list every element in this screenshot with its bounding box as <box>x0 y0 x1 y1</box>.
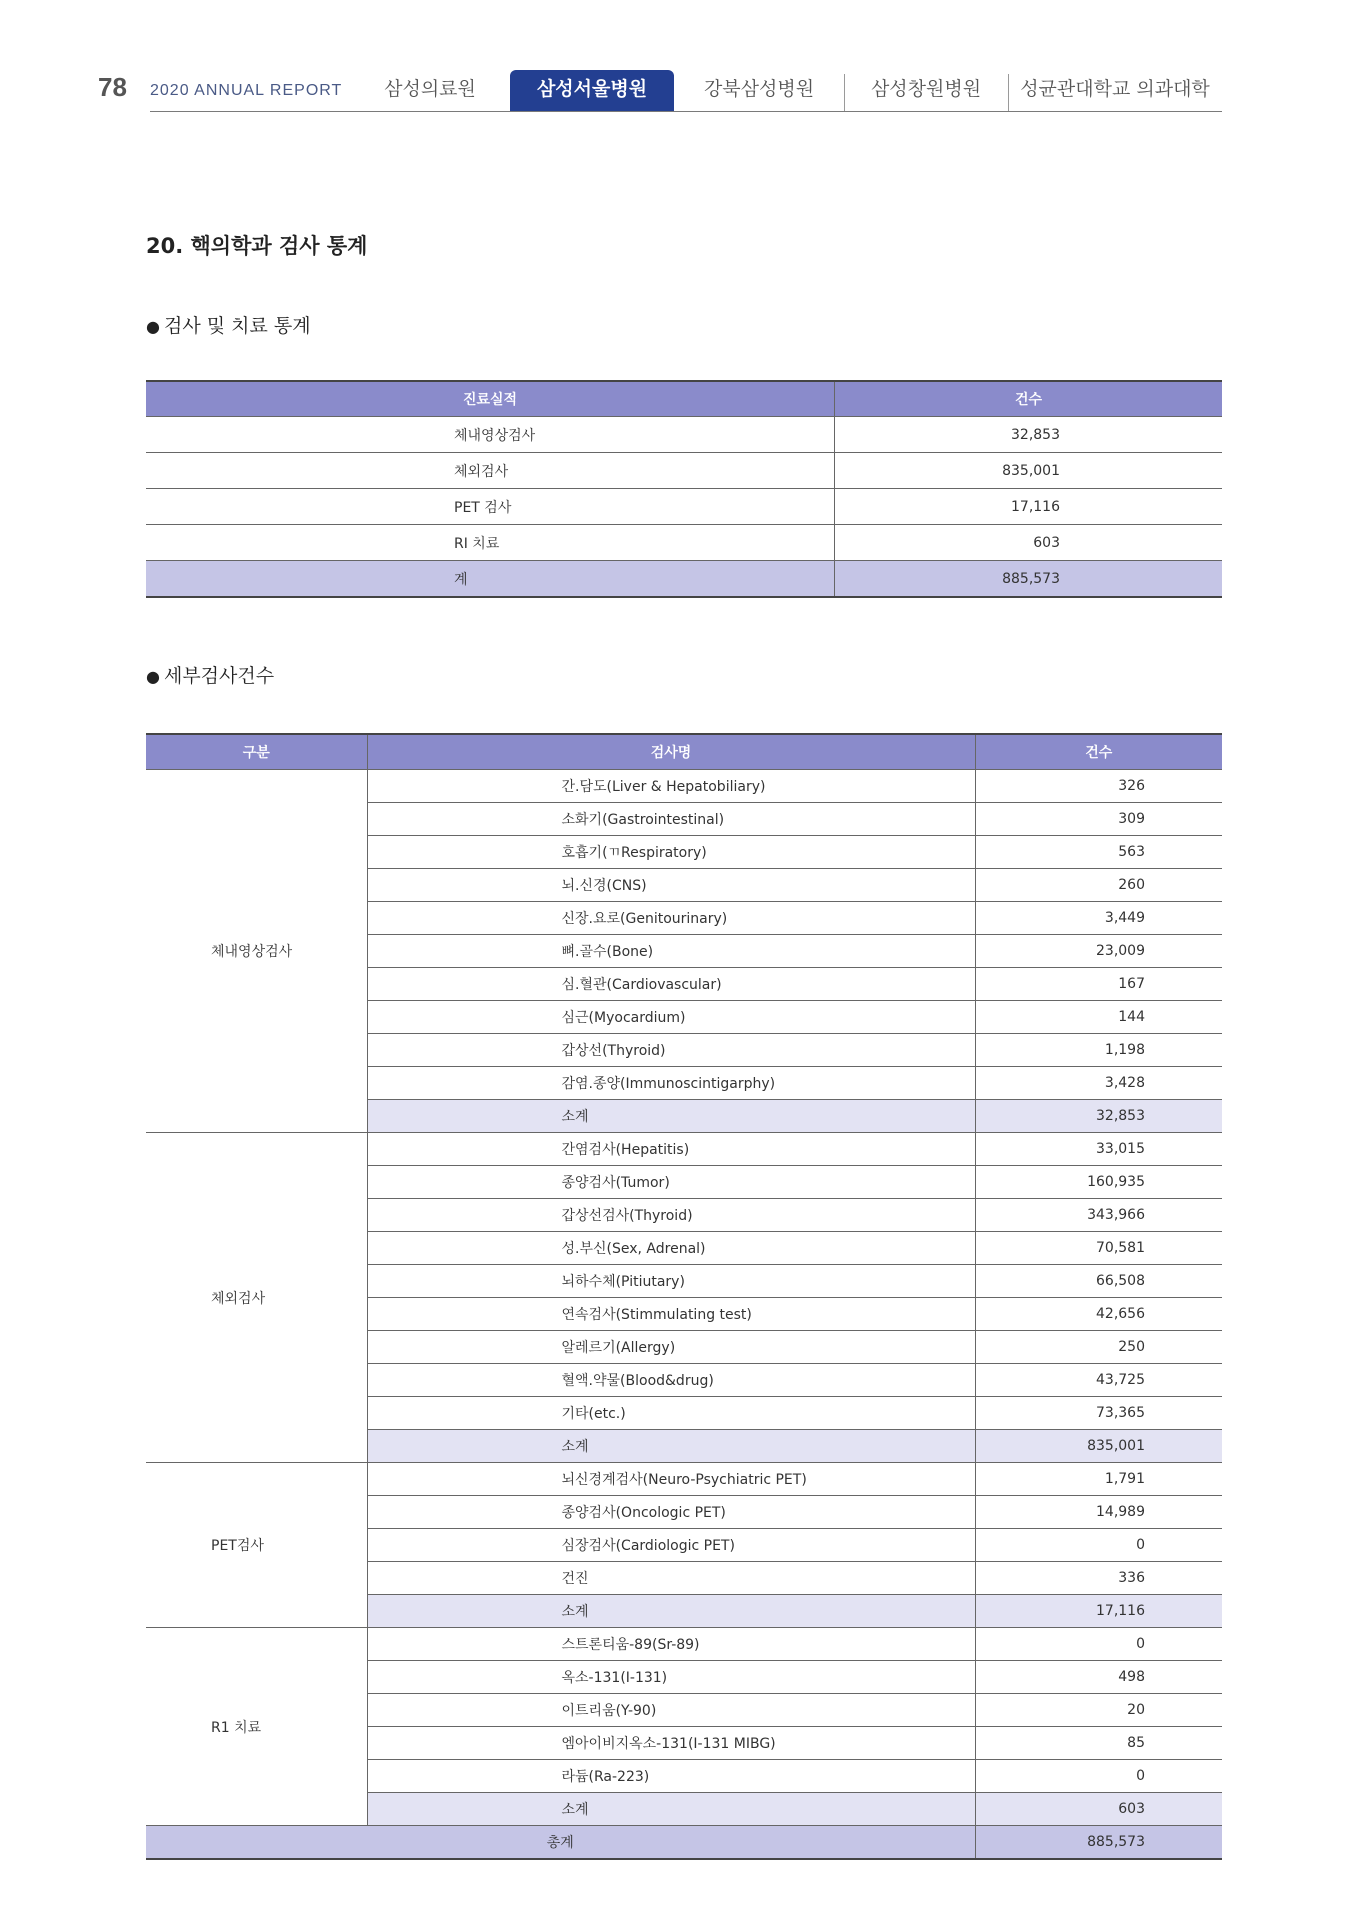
test-name: 건진 <box>367 1562 975 1595</box>
row-label: PET 검사 <box>146 489 835 525</box>
row-count: 603 <box>835 525 1223 561</box>
test-count: 33,015 <box>975 1133 1222 1166</box>
table-row <box>146 1133 1222 1166</box>
test-name: 뇌.신경(CNS) <box>367 869 975 902</box>
test-name: 갑상선검사(Thyroid) <box>367 1199 975 1232</box>
table-row <box>146 453 1222 489</box>
test-count: 70,581 <box>975 1232 1222 1265</box>
test-name: 뇌하수체(Pitiutary) <box>367 1265 975 1298</box>
table-row <box>146 525 1222 561</box>
test-name: 심.혈관(Cardiovascular) <box>367 968 975 1001</box>
bullet-icon: ● <box>146 317 160 336</box>
test-name: 라듐(Ra-223) <box>367 1760 975 1793</box>
row-count: 32,853 <box>835 417 1223 453</box>
test-name: 성.부신(Sex, Adrenal) <box>367 1232 975 1265</box>
detail-heading <box>146 661 274 688</box>
test-count: 0 <box>975 1628 1222 1661</box>
tab-samsung-changwon-hospital[interactable]: 삼성창원병원 <box>844 70 1008 112</box>
report-title: 2020 ANNUAL REPORT <box>150 82 343 99</box>
page-number: 78 <box>98 72 127 102</box>
test-count: 1,198 <box>975 1034 1222 1067</box>
grand-total-row <box>146 1826 1222 1860</box>
category-cell: 체내영상검사 <box>146 770 367 1133</box>
test-count: 42,656 <box>975 1298 1222 1331</box>
table-row <box>146 1463 1222 1496</box>
page-header <box>0 0 1357 120</box>
test-count: 0 <box>975 1529 1222 1562</box>
test-count: 66,508 <box>975 1265 1222 1298</box>
tab-skku-medical-school[interactable]: 성균관대학교 의과대학 <box>1008 70 1222 112</box>
test-count: 14,989 <box>975 1496 1222 1529</box>
test-name: 혈액.약물(Blood&drug) <box>367 1364 975 1397</box>
subtotal-count: 17,116 <box>975 1595 1222 1628</box>
column-header: 건수 <box>835 381 1223 417</box>
test-name: 기타(etc.) <box>367 1397 975 1430</box>
category-cell: PET검사 <box>146 1463 367 1628</box>
row-count: 17,116 <box>835 489 1223 525</box>
column-header: 진료실적 <box>146 381 835 417</box>
test-name: 신장.요로(Genitourinary) <box>367 902 975 935</box>
test-count: 73,365 <box>975 1397 1222 1430</box>
test-name: 심장검사(Cardiologic PET) <box>367 1529 975 1562</box>
test-name: 뇌신경계검사(Neuro-Psychiatric PET) <box>367 1463 975 1496</box>
column-header: 구분 <box>146 734 367 770</box>
table-header-row <box>146 734 1222 770</box>
table-row <box>146 417 1222 453</box>
test-name: 심근(Myocardium) <box>367 1001 975 1034</box>
column-header: 건수 <box>975 734 1222 770</box>
row-label: 체외검사 <box>146 453 835 489</box>
test-name: 감염.종양(Immunoscintigarphy) <box>367 1067 975 1100</box>
tab-samsung-seoul-hospital[interactable]: 삼성서울병원 <box>510 70 674 112</box>
subtotal-count: 603 <box>975 1793 1222 1826</box>
column-header: 검사명 <box>367 734 975 770</box>
test-count: 0 <box>975 1760 1222 1793</box>
table-header-row <box>146 381 1222 417</box>
test-count: 3,428 <box>975 1067 1222 1100</box>
test-name: 간염검사(Hepatitis) <box>367 1133 975 1166</box>
category-cell: R1 치료 <box>146 1628 367 1826</box>
table-row <box>146 1628 1222 1661</box>
test-count: 309 <box>975 803 1222 836</box>
test-count: 326 <box>975 770 1222 803</box>
test-name: 호흡기(ㄲRespiratory) <box>367 836 975 869</box>
tab-samsung-medical-center[interactable]: 삼성의료원 <box>384 78 476 100</box>
test-name: 소화기(Gastrointestinal) <box>367 803 975 836</box>
detail-table <box>146 733 1222 1860</box>
test-count: 563 <box>975 836 1222 869</box>
subtotal-label: 소계 <box>367 1793 975 1826</box>
grand-total-count: 885,573 <box>975 1826 1222 1860</box>
test-name: 간.담도(Liver & Hepatobiliary) <box>367 770 975 803</box>
summary-heading <box>146 311 311 338</box>
section-title: 20. 핵의학과 검사 통계 <box>146 234 368 258</box>
test-count: 260 <box>975 869 1222 902</box>
test-count: 85 <box>975 1727 1222 1760</box>
test-name: 스트론티움-89(Sr-89) <box>367 1628 975 1661</box>
section-nav <box>350 70 1222 112</box>
total-count: 885,573 <box>835 561 1223 598</box>
test-name: 엠아이비지옥소-131(I-131 MIBG) <box>367 1727 975 1760</box>
test-count: 336 <box>975 1562 1222 1595</box>
test-count: 250 <box>975 1331 1222 1364</box>
table-row <box>146 770 1222 803</box>
test-count: 3,449 <box>975 902 1222 935</box>
total-label: 계 <box>146 561 835 598</box>
tab-kangbuk-samsung-hospital[interactable]: 강북삼성병원 <box>703 78 815 100</box>
test-name: 이트리움(Y-90) <box>367 1694 975 1727</box>
test-name: 알레르기(Allergy) <box>367 1331 975 1364</box>
test-name: 연속검사(Stimmulating test) <box>367 1298 975 1331</box>
test-count: 20 <box>975 1694 1222 1727</box>
total-row <box>146 561 1222 598</box>
test-count: 160,935 <box>975 1166 1222 1199</box>
summary-heading-label: 검사 및 치료 통계 <box>163 315 311 337</box>
test-count: 1,791 <box>975 1463 1222 1496</box>
row-count: 835,001 <box>835 453 1223 489</box>
subtotal-label: 소계 <box>367 1100 975 1133</box>
test-count: 144 <box>975 1001 1222 1034</box>
row-label: 체내영상검사 <box>146 417 835 453</box>
test-count: 167 <box>975 968 1222 1001</box>
test-count: 343,966 <box>975 1199 1222 1232</box>
test-count: 23,009 <box>975 935 1222 968</box>
table-row <box>146 489 1222 525</box>
test-name: 뼈.골수(Bone) <box>367 935 975 968</box>
subtotal-label: 소계 <box>367 1430 975 1463</box>
test-name: 옥소-131(I-131) <box>367 1661 975 1694</box>
detail-heading-label: 세부검사건수 <box>163 665 275 687</box>
header-divider <box>150 111 1222 112</box>
test-count: 498 <box>975 1661 1222 1694</box>
grand-total-label: 총계 <box>146 1826 975 1860</box>
subtotal-count: 32,853 <box>975 1100 1222 1133</box>
test-name: 종양검사(Tumor) <box>367 1166 975 1199</box>
test-name: 종양검사(Oncologic PET) <box>367 1496 975 1529</box>
category-cell: 체외검사 <box>146 1133 367 1463</box>
test-count: 43,725 <box>975 1364 1222 1397</box>
test-name: 갑상선(Thyroid) <box>367 1034 975 1067</box>
bullet-icon: ● <box>146 667 160 686</box>
summary-table <box>146 380 1222 598</box>
subtotal-count: 835,001 <box>975 1430 1222 1463</box>
row-label: RI 치료 <box>146 525 835 561</box>
subtotal-label: 소계 <box>367 1595 975 1628</box>
